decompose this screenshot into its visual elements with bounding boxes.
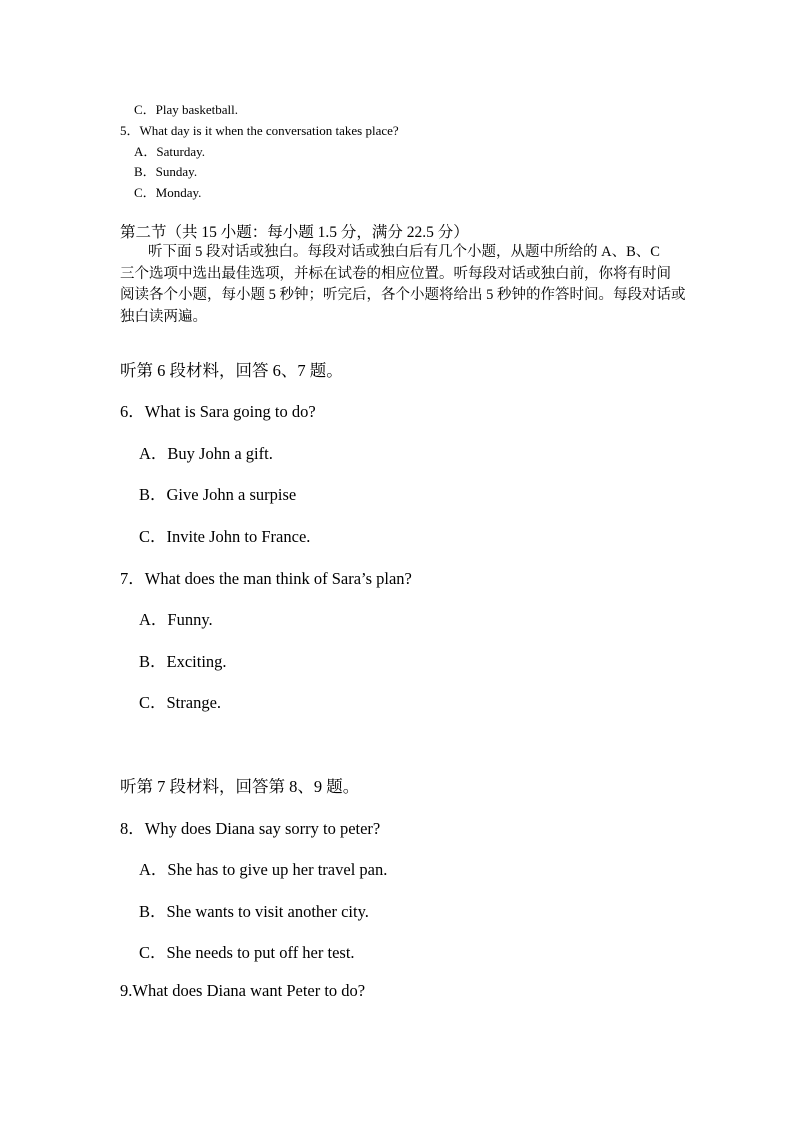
q8-option-a: A．She has to give up her travel pan. [139,860,388,879]
group7-header: 听第 7 段材料，回答第 8、9 题。 [120,777,360,796]
q5-option-a: A．Saturday. [134,144,206,159]
q8-option-b: B．She wants to visit another city. [139,902,369,921]
group6-header: 听第 6 段材料，回答 6、7 题。 [120,361,343,380]
q5-option-c: C．Monday. [134,185,202,200]
q7-option-c: C．Strange. [139,693,222,712]
q6-stem: 6．What is Sara going to do? [120,402,316,421]
instruction-line: 三个选项中选出最佳选项，并标在试卷的相应位置。听每段对话或独白前，你将有时间 [120,265,671,282]
instruction-line: 独白读两遍。 [120,308,207,325]
q6-option-b: B．Give John a surpise [139,485,297,504]
q5-stem: 5．What day is it when the conversation takes place? [120,123,399,138]
q9-stem: 9.What does Diana want Peter to do? [120,981,366,1000]
instruction-line: 阅读各个小题，每小题 5 秒钟；听完后，各个小题将给出 5 秒钟的作答时间。每段对话或 [120,287,686,303]
q6-option-a: A．Buy John a gift. [139,444,273,463]
q5-option-b: B．Sunday. [134,164,198,179]
q7-option-b: B．Exciting. [139,652,227,671]
section2-heading: 第二节（共 15 小题：每小题 1.5 分，满分 22.5 分） [120,224,469,241]
q6-option-c: C．Invite John to France. [139,527,311,546]
q8-stem: 8．Why does Diana say sorry to peter? [120,819,381,838]
section2-instructions [120,242,686,328]
instruction-line: 听下面 5 段对话或独白。每段对话或独白后有几个小题，从题中所给的 A、B、C [148,244,660,260]
q8-option-c: C．She needs to put off her test. [139,943,355,962]
q4-option-c: C．Play basketball. [134,102,238,117]
q7-option-a: A．Funny. [139,610,213,629]
q7-stem: 7．What does the man think of Sara’s plan? [120,569,412,588]
